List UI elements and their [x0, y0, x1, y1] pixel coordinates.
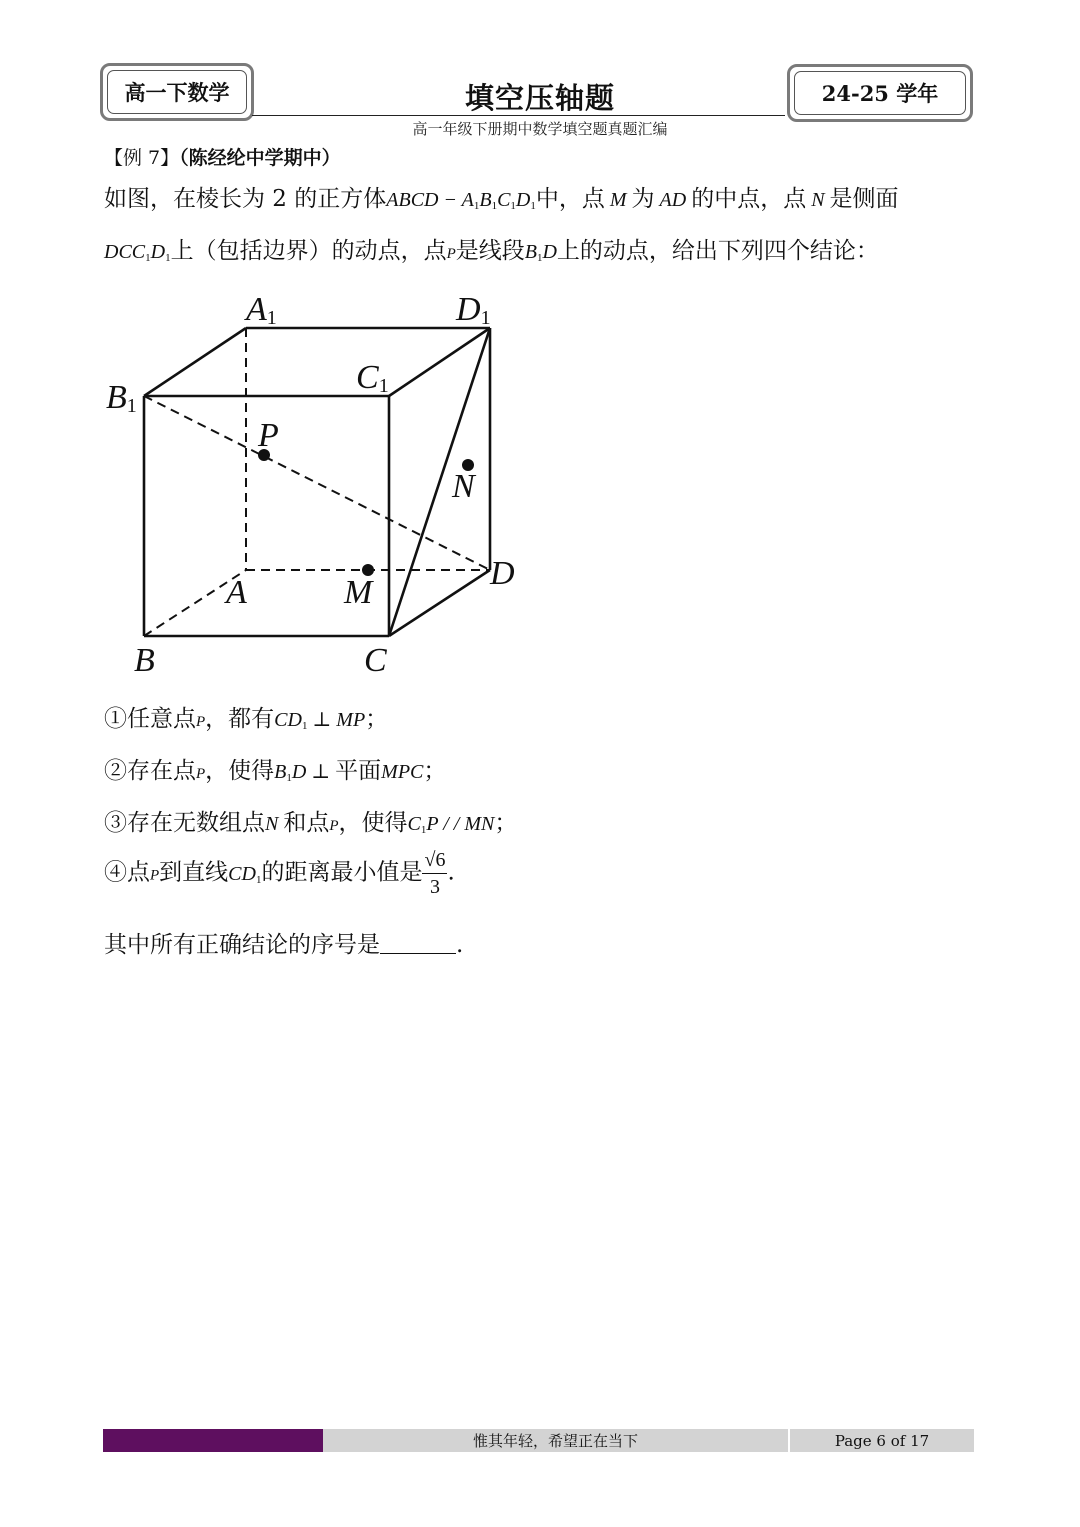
- points: [258, 449, 474, 576]
- math: N: [806, 189, 830, 211]
- math: $CD_1$: [228, 862, 262, 886]
- math: $C_1P$ / / MN: [407, 813, 495, 836]
- question-line: [104, 926, 463, 959]
- text: ③存在无数组点: [104, 810, 265, 836]
- text: 其中所有正确结论的序号是: [104, 932, 380, 958]
- page-subtitle: 高一年级下册期中数学填空题真题汇编: [412, 120, 668, 138]
- math: P: [329, 818, 339, 834]
- text: 为: [631, 186, 655, 212]
- text: .: [447, 859, 455, 886]
- statement-1: [104, 700, 388, 733]
- footer-page-number: Page 6 of 17: [790, 1429, 974, 1452]
- math: $DCC_1D_1$: [104, 241, 171, 264]
- answer-blank[interactable]: [380, 931, 456, 954]
- text: ④点: [104, 859, 150, 886]
- text: 是线段: [455, 238, 525, 264]
- math: $CD_1$ ⊥ MP: [274, 709, 366, 732]
- math: P: [446, 246, 456, 262]
- label-a1: A1: [246, 291, 277, 329]
- math: P: [196, 766, 206, 782]
- text: 到直线: [159, 859, 229, 886]
- fraction-denominator: 3: [429, 876, 440, 898]
- math-cube: ABCD − $A_1B_1C_1D_1$: [386, 189, 536, 212]
- text: 平面: [335, 758, 382, 784]
- segment-c-d1: [389, 328, 490, 636]
- text: ；: [494, 810, 518, 836]
- text: ②存在点: [104, 758, 196, 784]
- footer-accent-bar: [103, 1429, 323, 1452]
- label-d: D: [490, 555, 515, 592]
- text: 中，点: [535, 186, 605, 212]
- statement-2: [104, 752, 446, 785]
- example-source: （陈经纶中学期中）: [179, 147, 341, 169]
- statement-4: [104, 850, 455, 897]
- text: ，都有: [205, 706, 275, 732]
- statement-3: [104, 804, 517, 837]
- page-title: 填空压轴题: [464, 81, 615, 115]
- text: 上（包括边界）的动点，点: [170, 238, 447, 264]
- math: $B_1D$ ⊥: [274, 761, 336, 784]
- cube-hidden-edges: [144, 328, 490, 636]
- example-label: 【例 7】: [104, 147, 180, 169]
- footer-motto: 惟其年轻，希望正在当下: [323, 1429, 788, 1452]
- math: P: [196, 714, 206, 730]
- text: ，使得: [338, 810, 408, 836]
- fraction-numerator: √6: [422, 850, 447, 874]
- label-m: M: [344, 574, 373, 611]
- text: ①任意点: [104, 706, 196, 732]
- text: 如图，在棱长为 2 的正方体: [104, 186, 387, 212]
- text: ；: [365, 706, 389, 732]
- text: 的距离最小值是: [261, 859, 423, 886]
- math: N: [265, 813, 284, 835]
- text: ，使得: [205, 758, 275, 784]
- math: P: [150, 867, 160, 884]
- year-tab-label: 24-25 学年: [794, 71, 966, 115]
- fraction-sqrt6-over-3: [422, 850, 447, 897]
- edge-c1-d1: [389, 328, 490, 396]
- edge-c-d: [389, 570, 490, 636]
- label-d1: D1: [456, 291, 491, 329]
- label-n: N: [452, 468, 475, 505]
- math: M: [604, 189, 632, 211]
- text: 和点: [283, 810, 330, 836]
- text: 上的动点，给出下列四个结论：: [556, 238, 879, 264]
- label-c1: C1: [356, 359, 389, 397]
- text: .: [456, 932, 464, 958]
- math: MPC: [381, 761, 424, 783]
- label-p: P: [258, 417, 279, 454]
- cube-solid-edges: [144, 328, 490, 636]
- label-c: C: [364, 642, 387, 679]
- label-b: B: [134, 642, 155, 679]
- label-b1: B1: [106, 379, 137, 417]
- label-a: A: [226, 574, 247, 611]
- math: $B_1D$: [524, 241, 557, 264]
- text: ；: [423, 758, 447, 784]
- edge-b1-a1: [144, 328, 246, 396]
- subject-tab-label: 高一下数学: [107, 70, 247, 114]
- text: 的中点，点: [691, 186, 807, 212]
- text: 是侧面: [829, 186, 899, 212]
- cube-figure: [0, 0, 1080, 700]
- math: AD: [654, 189, 692, 211]
